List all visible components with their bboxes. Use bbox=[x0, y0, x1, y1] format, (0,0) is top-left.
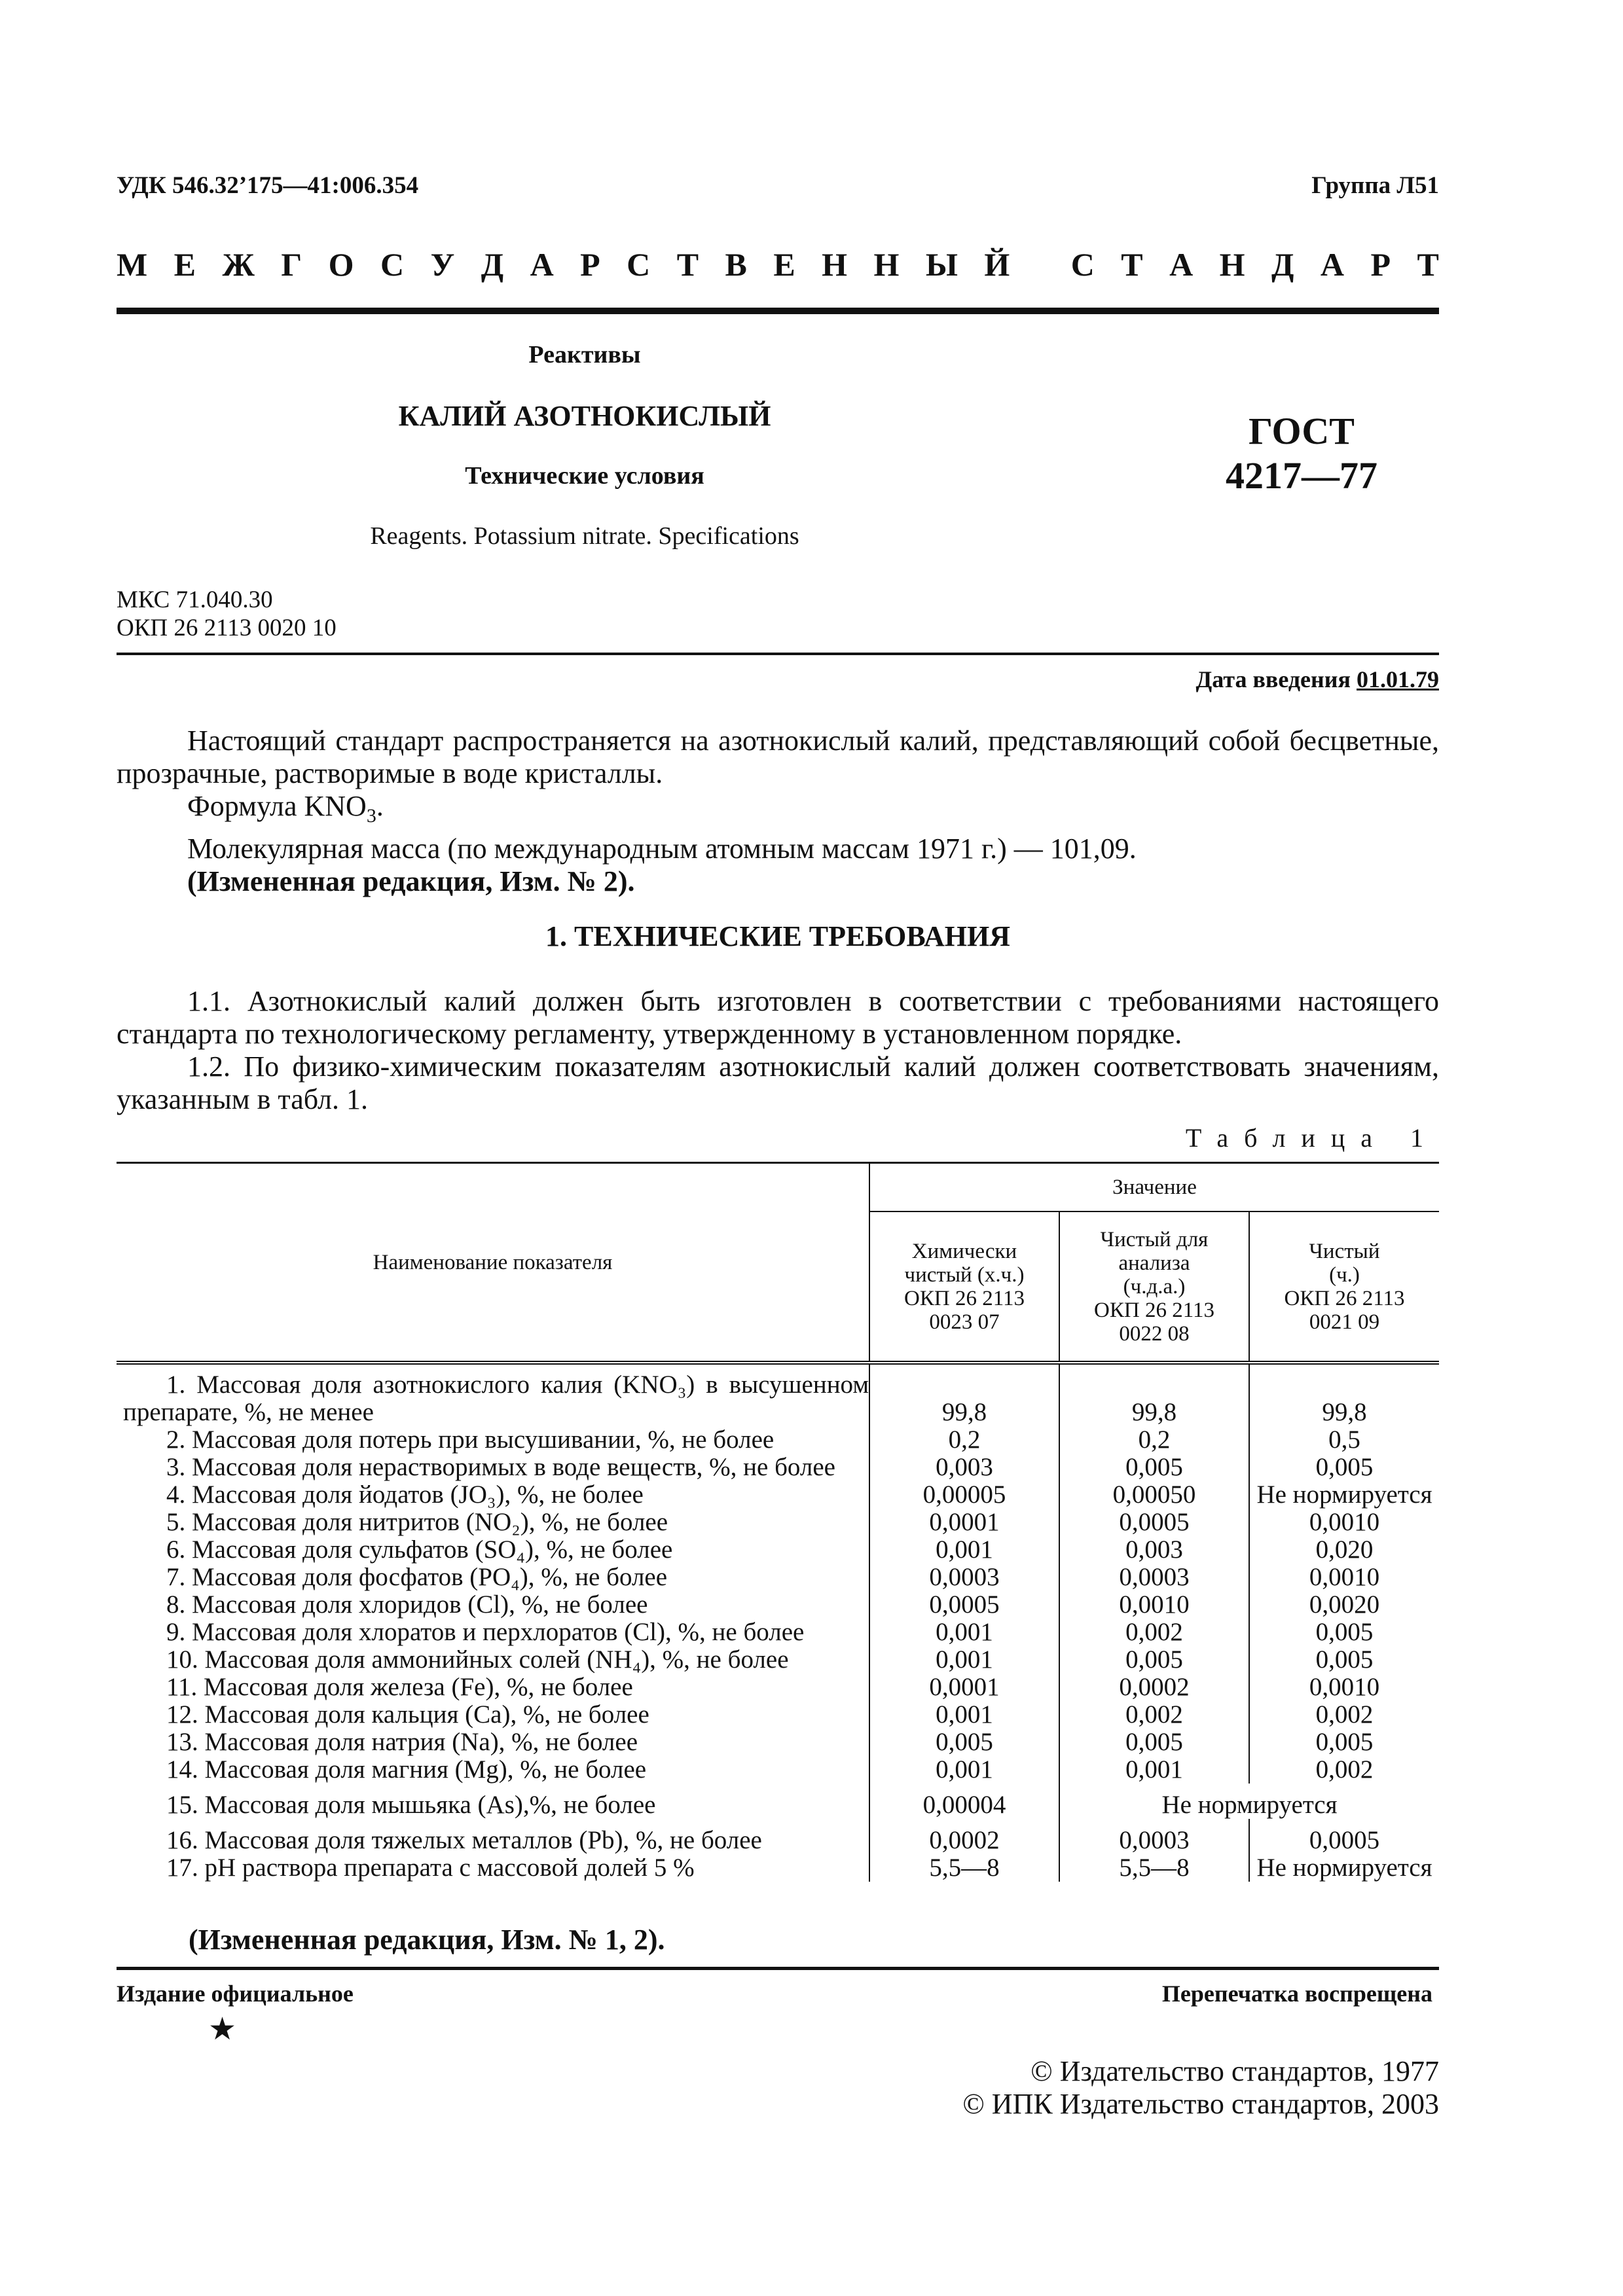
heading-letter: Д bbox=[481, 246, 504, 283]
table-row bbox=[117, 1819, 1439, 1854]
indicator-name: 7. Массовая доля фосфатов (PO₄), %, не более bbox=[166, 1563, 668, 1591]
col-header-pure bbox=[1249, 1211, 1439, 1363]
value-pure: 0,005 bbox=[1249, 1729, 1439, 1756]
okp-code: ОКП 26 2113 0020 10 bbox=[117, 615, 337, 641]
molar-mass-line: Молекулярная масса (по международным атомным массам 1971 г.) — 101,09. bbox=[187, 832, 1137, 865]
header-line: ОКП 26 2113 bbox=[1094, 1298, 1214, 1322]
table-row bbox=[117, 1591, 1439, 1619]
english-title: Reagents. Potassium nitrate. Specifications bbox=[370, 522, 799, 550]
heading-letter: Г bbox=[281, 246, 302, 283]
value-pure-chemical: 0,005 bbox=[869, 1729, 1059, 1756]
heading-letter: О bbox=[328, 246, 354, 283]
heading-letter: А bbox=[530, 246, 554, 283]
value-analysis-grade: 5,5—8 bbox=[1059, 1854, 1249, 1882]
heading-letter: А bbox=[1320, 246, 1344, 283]
group-code: Группа Л51 bbox=[1311, 172, 1439, 199]
heading-letter bbox=[1036, 245, 1045, 283]
col-header-pure-chemical bbox=[869, 1211, 1059, 1363]
table-row bbox=[117, 1674, 1439, 1701]
value-pure: 0,005 bbox=[1249, 1646, 1439, 1674]
heading-letter: Д bbox=[1271, 246, 1294, 283]
value-pure-chemical: 0,001 bbox=[869, 1536, 1059, 1564]
copyright-2003: © ИПК Издательство стандартов, 2003 bbox=[962, 2088, 1439, 2120]
document-title: КАЛИЙ АЗОТНОКИСЛЫЙ bbox=[398, 400, 771, 432]
table-row bbox=[117, 1536, 1439, 1564]
table-row bbox=[117, 1365, 1439, 1426]
value-pure: 0,002 bbox=[1249, 1701, 1439, 1729]
heading-letter: С bbox=[627, 246, 651, 283]
indicator-name: 3. Массовая доля нерастворимых в воде веществ, %, не более bbox=[166, 1453, 835, 1481]
heading-letter: Ы bbox=[925, 246, 958, 283]
intro-amendment: (Измененная редакция, Изм. № 2). bbox=[187, 865, 635, 897]
document-subtitle: Технические условия bbox=[465, 462, 704, 490]
value-analysis-grade: 99,8 bbox=[1059, 1365, 1249, 1426]
footer-rule bbox=[117, 1967, 1439, 1970]
value-merged: Не нормируется bbox=[1059, 1784, 1439, 1819]
heading-letter: В bbox=[725, 246, 747, 283]
header-line: чистый (х.ч.) bbox=[904, 1263, 1025, 1287]
value-analysis-grade: 0,0005 bbox=[1059, 1509, 1249, 1536]
header-line: 0021 09 bbox=[1309, 1310, 1380, 1334]
interstate-standard-heading bbox=[117, 245, 1439, 283]
heading-letter: Й bbox=[984, 246, 1010, 283]
value-pure: 99,8 bbox=[1249, 1365, 1439, 1426]
gost-number: 4217—77 bbox=[1226, 454, 1377, 497]
header-line: Чистый bbox=[1309, 1239, 1380, 1263]
value-analysis-grade: 0,2 bbox=[1059, 1426, 1249, 1454]
codes-rule bbox=[117, 653, 1439, 655]
header-line: ОКП 26 2113 bbox=[1284, 1286, 1405, 1310]
indicator-name: 12. Массовая доля кальция (Ca), %, не более bbox=[166, 1700, 649, 1729]
value-pure: Не нормируется bbox=[1249, 1481, 1439, 1509]
table-row bbox=[117, 1784, 1439, 1819]
value-analysis-grade: 0,002 bbox=[1059, 1701, 1249, 1729]
value-pure-chemical: 0,2 bbox=[869, 1426, 1059, 1454]
indicator-name: 10. Массовая доля аммонийных солей (NH₄), %, не более bbox=[166, 1645, 789, 1674]
value-pure-chemical: 0,001 bbox=[869, 1646, 1059, 1674]
heading-letter: Т bbox=[1121, 246, 1143, 283]
value-pure: 0,0010 bbox=[1249, 1564, 1439, 1591]
table-caption: Таблица 1 bbox=[1185, 1123, 1439, 1153]
value-analysis-grade: 0,0003 bbox=[1059, 1819, 1249, 1854]
value-analysis-grade: 0,002 bbox=[1059, 1619, 1249, 1646]
heading-rule bbox=[117, 308, 1439, 314]
section-text bbox=[117, 985, 1439, 1116]
value-analysis-grade: 0,0010 bbox=[1059, 1591, 1249, 1619]
indicator-name: 17. pH раствора препарата с массовой долей 5 % bbox=[166, 1854, 695, 1882]
copyright-block bbox=[962, 2055, 1439, 2121]
table-row bbox=[117, 1619, 1439, 1646]
value-pure: 0,020 bbox=[1249, 1536, 1439, 1564]
table-row bbox=[117, 1701, 1439, 1729]
value-pure-chemical: 99,8 bbox=[869, 1365, 1059, 1426]
value-pure: 0,005 bbox=[1249, 1454, 1439, 1481]
value-analysis-grade: 0,003 bbox=[1059, 1536, 1249, 1564]
indicator-name: 6. Массовая доля сульфатов (SO₄), %, не более bbox=[166, 1535, 673, 1564]
header-line: (ч.д.а.) bbox=[1123, 1274, 1186, 1299]
heading-letter: Н bbox=[1219, 246, 1245, 283]
col-header-value: Значение bbox=[869, 1163, 1439, 1212]
value-analysis-grade: 0,005 bbox=[1059, 1454, 1249, 1481]
indicator-name: 14. Массовая доля магния (Mg), %, не более bbox=[166, 1755, 647, 1784]
header-line: (ч.) bbox=[1329, 1263, 1360, 1287]
indicator-name: 9. Массовая доля хлоратов и перхлоратов (Cl), %, не более bbox=[166, 1618, 805, 1646]
heading-letter: Е bbox=[173, 246, 196, 283]
table-row bbox=[117, 1481, 1439, 1509]
value-analysis-grade: 0,001 bbox=[1059, 1756, 1249, 1784]
mks-code: МКС 71.040.30 bbox=[117, 586, 273, 613]
value-analysis-grade: 0,005 bbox=[1059, 1729, 1249, 1756]
heading-letter: С bbox=[380, 246, 405, 283]
heading-letter: А bbox=[1169, 246, 1194, 283]
intro-paragraph: Настоящий стандарт распространяется на азотнокислый калий, представляющий собой бесцветные, прозрачные, растворимые в воде кристаллы. bbox=[117, 725, 1439, 789]
table-row bbox=[117, 1564, 1439, 1591]
heading-letter: Н bbox=[873, 246, 900, 283]
value-pure: 0,0020 bbox=[1249, 1591, 1439, 1619]
value-pure-chemical: 0,00005 bbox=[869, 1481, 1059, 1509]
header-line: Чистый для bbox=[1100, 1227, 1209, 1251]
value-pure-chemical: 0,001 bbox=[869, 1756, 1059, 1784]
indicator-name: 15. Массовая доля мышьяка (As),%, не более bbox=[166, 1791, 656, 1819]
value-pure-chemical: 0,0001 bbox=[869, 1509, 1059, 1536]
gost-designation bbox=[1171, 409, 1432, 498]
value-pure-chemical: 5,5—8 bbox=[869, 1854, 1059, 1882]
table-row bbox=[117, 1509, 1439, 1536]
heading-letter: Р bbox=[580, 246, 600, 283]
header-line: 0022 08 bbox=[1119, 1321, 1190, 1346]
heading-letter: Е bbox=[773, 246, 795, 283]
official-edition: Издание официальное bbox=[117, 1981, 354, 2007]
value-pure-chemical: 0,003 bbox=[869, 1454, 1059, 1481]
classification-codes bbox=[117, 586, 337, 642]
copyright-1977: © Издательство стандартов, 1977 bbox=[1030, 2055, 1439, 2087]
indicator-name: 4. Массовая доля йодатов (JO₃), %, не более bbox=[166, 1480, 644, 1509]
section-title: 1. ТЕХНИЧЕСКИЕ ТРЕБОВАНИЯ bbox=[545, 920, 1010, 952]
value-pure-chemical: 0,0002 bbox=[869, 1819, 1059, 1854]
header-line: анализа bbox=[1118, 1251, 1190, 1275]
gost-label: ГОСТ bbox=[1249, 410, 1355, 452]
star-icon: ★ bbox=[208, 2012, 237, 2047]
requirements-table bbox=[117, 1162, 1439, 1882]
indicator-name: 8. Массовая доля хлоридов (Cl), %, не более bbox=[166, 1590, 648, 1619]
value-pure-chemical: 0,0001 bbox=[869, 1674, 1059, 1701]
value-pure-chemical: 0,00004 bbox=[869, 1784, 1059, 1819]
indicator-name: 1. Массовая доля азотнокислого калия (KNO₃) в высушенном препарате, %, не менее bbox=[123, 1371, 869, 1426]
table-amendment: (Измененная редакция, Изм. № 1, 2). bbox=[189, 1924, 665, 1956]
value-pure-chemical: 0,0005 bbox=[869, 1591, 1059, 1619]
reprint-notice: Перепечатка воспрещена bbox=[1161, 1981, 1432, 2007]
document-page bbox=[117, 0, 1439, 2296]
indicator-name: 11. Массовая доля железа (Fe), %, не более bbox=[166, 1673, 633, 1701]
col-header-name: Наименование показателя bbox=[373, 1250, 613, 1274]
heading-letter: Н bbox=[822, 246, 848, 283]
table-row bbox=[117, 1426, 1439, 1454]
table-row bbox=[117, 1756, 1439, 1784]
indicator-name: 16. Массовая доля тяжелых металлов (Pb), %, не более bbox=[166, 1826, 762, 1854]
date-label: Дата введения bbox=[1195, 666, 1351, 692]
value-pure: 0,0005 bbox=[1249, 1819, 1439, 1854]
header-line: Химически bbox=[911, 1239, 1017, 1263]
reagents-label: Реактивы bbox=[528, 341, 641, 368]
table-row bbox=[117, 1854, 1439, 1882]
value-analysis-grade: 0,00050 bbox=[1059, 1481, 1249, 1509]
clause-1-2: 1.2. По физико-химическим показателям азотнокислый калий должен соответствовать значениям, указанным в табл. 1. bbox=[117, 1050, 1439, 1115]
value-pure: 0,0010 bbox=[1249, 1509, 1439, 1536]
introduction-date bbox=[1196, 666, 1440, 693]
value-pure: 0,0010 bbox=[1249, 1674, 1439, 1701]
value-pure: Не нормируется bbox=[1249, 1854, 1439, 1882]
table-row bbox=[117, 1646, 1439, 1674]
heading-letter: Т bbox=[676, 246, 699, 283]
indicator-name: 5. Массовая доля нитритов (NO₂), %, не более bbox=[166, 1508, 668, 1536]
value-analysis-grade: 0,005 bbox=[1059, 1646, 1249, 1674]
heading-letter: М bbox=[117, 246, 148, 283]
heading-letter: Т bbox=[1417, 246, 1439, 283]
value-pure-chemical: 0,001 bbox=[869, 1701, 1059, 1729]
heading-letter: Р bbox=[1370, 246, 1391, 283]
col-header-analysis-grade bbox=[1059, 1211, 1249, 1363]
indicator-name: 13. Массовая доля натрия (Na), %, не более bbox=[166, 1728, 638, 1756]
clause-1-1: 1.1. Азотнокислый калий должен быть изготовлен в соответствии с требованиями настоящего стандарта по технологическому регламенту, утвержденному в установленном порядке. bbox=[117, 985, 1439, 1050]
formula-line: Формула $KNO_3$. bbox=[187, 790, 384, 827]
table-row bbox=[117, 1729, 1439, 1756]
udk-code: УДК 546.32’175—41:006.354 bbox=[117, 172, 419, 199]
value-analysis-grade: 0,0003 bbox=[1059, 1564, 1249, 1591]
table-row bbox=[117, 1454, 1439, 1481]
intro-text bbox=[117, 725, 1439, 898]
header-line: 0023 07 bbox=[929, 1310, 1000, 1334]
value-pure: 0,5 bbox=[1249, 1426, 1439, 1454]
heading-letter: С bbox=[1070, 246, 1095, 283]
value-pure-chemical: 0,0003 bbox=[869, 1564, 1059, 1591]
date-value: 01.01.79 bbox=[1357, 666, 1439, 692]
heading-letter: У bbox=[430, 246, 455, 283]
value-pure: 0,002 bbox=[1249, 1756, 1439, 1784]
header-line: ОКП 26 2113 bbox=[904, 1286, 1025, 1310]
value-pure-chemical: 0,001 bbox=[869, 1619, 1059, 1646]
heading-letter: Ж bbox=[222, 246, 255, 283]
indicator-name: 2. Массовая доля потерь при высушивании, %, не более bbox=[166, 1426, 775, 1454]
value-analysis-grade: 0,0002 bbox=[1059, 1674, 1249, 1701]
value-pure: 0,005 bbox=[1249, 1619, 1439, 1646]
